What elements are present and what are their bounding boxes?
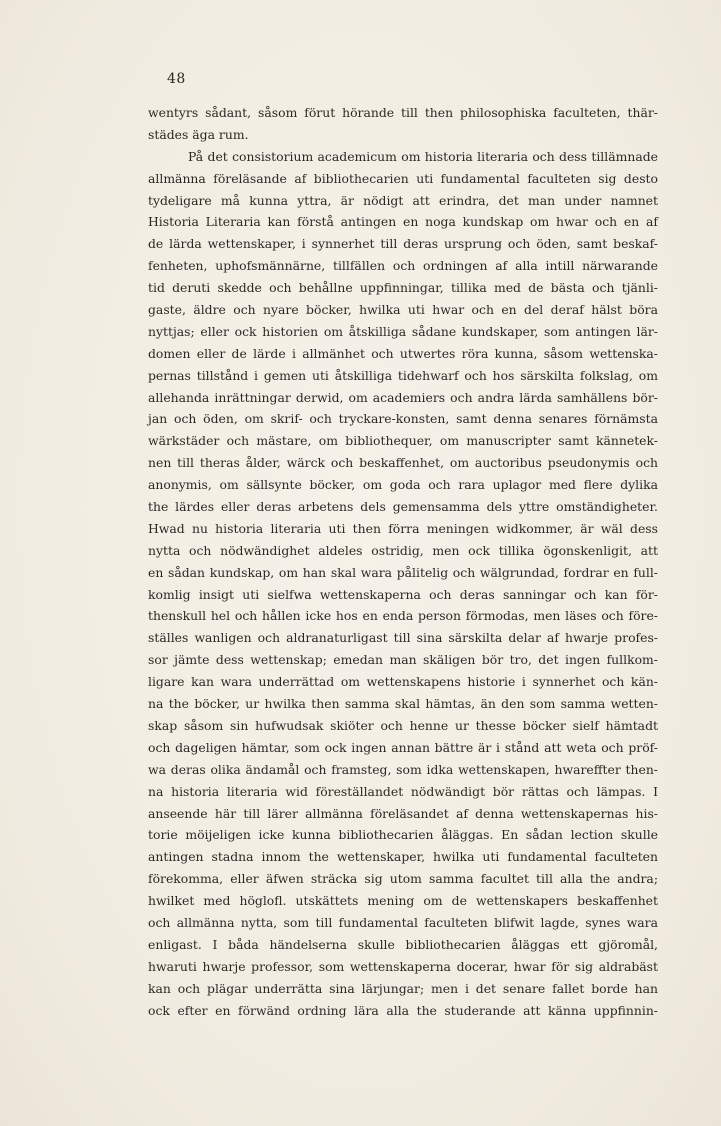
text-line: domen eller de lärde i allmänhet och utwertes röra kunna, såsom wettenska- [148,345,658,361]
text-line: tydeligare må kunna yttra, är nödigt att erindra, det man under namnet [148,192,658,208]
text-line: kan och plägar underrätta sina lärjungar; men i det senare fallet borde han [148,980,658,996]
text-line: ligare kan wara underrättad om wettenskapens historie i synnerhet och kän- [148,674,658,690]
text-line: allmänna föreläsande af bibliothecarien uti fundamental faculteten sig desto [148,170,658,186]
body-text [148,102,658,1021]
text-line: och allmänna nytta, som till fundamental faculteten blifwit lagde, synes wara [148,914,658,930]
text-line: allehanda inrättningar derwid, om academiers och andra lärda samhällens bör- [148,389,658,405]
text-line: komlig insigt uti sielfwa wettenskaperna och deras sanningar och kan för- [148,586,658,602]
text-line: Historia Literaria kan förstå antingen en noga kundskap om hwar och en af [148,214,658,230]
text-line: ock efter en förwänd ordning lära alla the studerande att känna uppfinnin- [148,1002,658,1018]
text-line: anonymis, om sällsynte böcker, om goda och rara uplagor med flere dylika [148,477,658,493]
text-line: en sådan kundskap, om han skal wara pålitelig och wälgrundad, fordrar en full- [148,564,658,580]
text-line: På det consistorium academicum om historia literaria och dess tillämnade [188,148,658,164]
text-line: torie möijeligen icke kunna bibliothecarien åläggas. En sådan lection skulle [148,827,658,843]
text-line: fenheten, uphofsmännärne, tillfällen och ordningen af alla intill närwarande [148,258,658,274]
text-line: gaste, äldre och nyare böcker, hwilka uti hwar och en del deraf hälst böra [148,302,658,318]
text-line: wärkstäder och mästare, om bibliothequer, om manuscripter samt kännetek- [148,433,658,449]
text-line: wentyrs sådant, såsom förut hörande till then philosophiska faculteten, thär- [148,105,658,120]
text-line: Hwad nu historia literaria uti then förra meningen widkommer, är wäl dess [148,520,658,536]
text-line: hwaruti hwarje professor, som wettenskaperna docerar, hwar för sig aldrabäst [148,958,658,974]
text-line: wa deras olika ändamål och framsteg, som idka wettenskapen, hwareffter then- [148,761,658,777]
text-line: sor jämte dess wettenskap; emedan man skäligen bör tro, det ingen fullkom- [148,652,658,668]
text-line: de lärda wettenskaper, i synnerhet till deras ursprung och öden, samt beskaf- [148,236,658,252]
text-line: förekomma, eller äfwen sträcka sig utom samma facultet till alla the andra; [148,871,658,887]
text-line: tid deruti skedde och behållne uppfinningar, tillika med de bästa och tjänli- [148,280,658,296]
text-line: na the böcker, ur hwilka then samma skal hämtas, än den som samma wetten- [148,696,658,712]
text-line: hwilket med höglofl. utskättets mening om de wettenskapers beskaffenhet [148,893,658,909]
text-line: ställes wanligen och aldranaturligast till sina särskilta delar af hwarje profes- [148,630,658,646]
text-line: na historia literaria wid föreställandet nödwändigt bör rättas och lämpas. I [148,783,658,799]
text-line: antingen stadna innom the wettenskaper, hwilka uti fundamental faculteten [148,849,658,865]
page-number: 48 [167,71,186,87]
text-line: nyttjas; eller ock historien om åtskilliga sådane kundskaper, som antingen lär- [148,323,658,339]
text-line: nen till theras ålder, wärck och beskaffenhet, om auctoribus pseudonymis och [148,455,658,471]
text-line: jan och öden, om skrif- och tryckare-konsten, samt denna senares förnämsta [148,411,658,427]
text-line: och dageligen hämtar, som ock ingen annan bättre är i stånd att weta och pröf- [148,739,658,755]
text-line: anseende här till lärer allmänna föreläsandet af denna wettenskapernas his- [148,805,658,821]
text-line: enligast. I båda händelserna skulle bibliothecarien åläggas ett gjöromål, [148,936,658,952]
text-line: städes äga rum. [148,126,249,142]
text-line: the lärdes eller deras arbetens dels gemensamma dels yttre omständigheter. [148,499,658,515]
text-line: pernas tillstånd i gemen uti åtskilliga tidehwarf och hos särskilta folkslag, om [148,367,658,383]
text-line: nytta och nödwändighet aldeles ostridig, men ock tillika ögonskenligit, att [148,542,658,558]
text-line: thenskull hel och hållen icke hos en enda person förmodas, men läses och före- [148,608,658,624]
text-line: skap såsom sin hufwudsak skiöter och henne ur thesse böcker sielf hämtadt [148,717,658,733]
